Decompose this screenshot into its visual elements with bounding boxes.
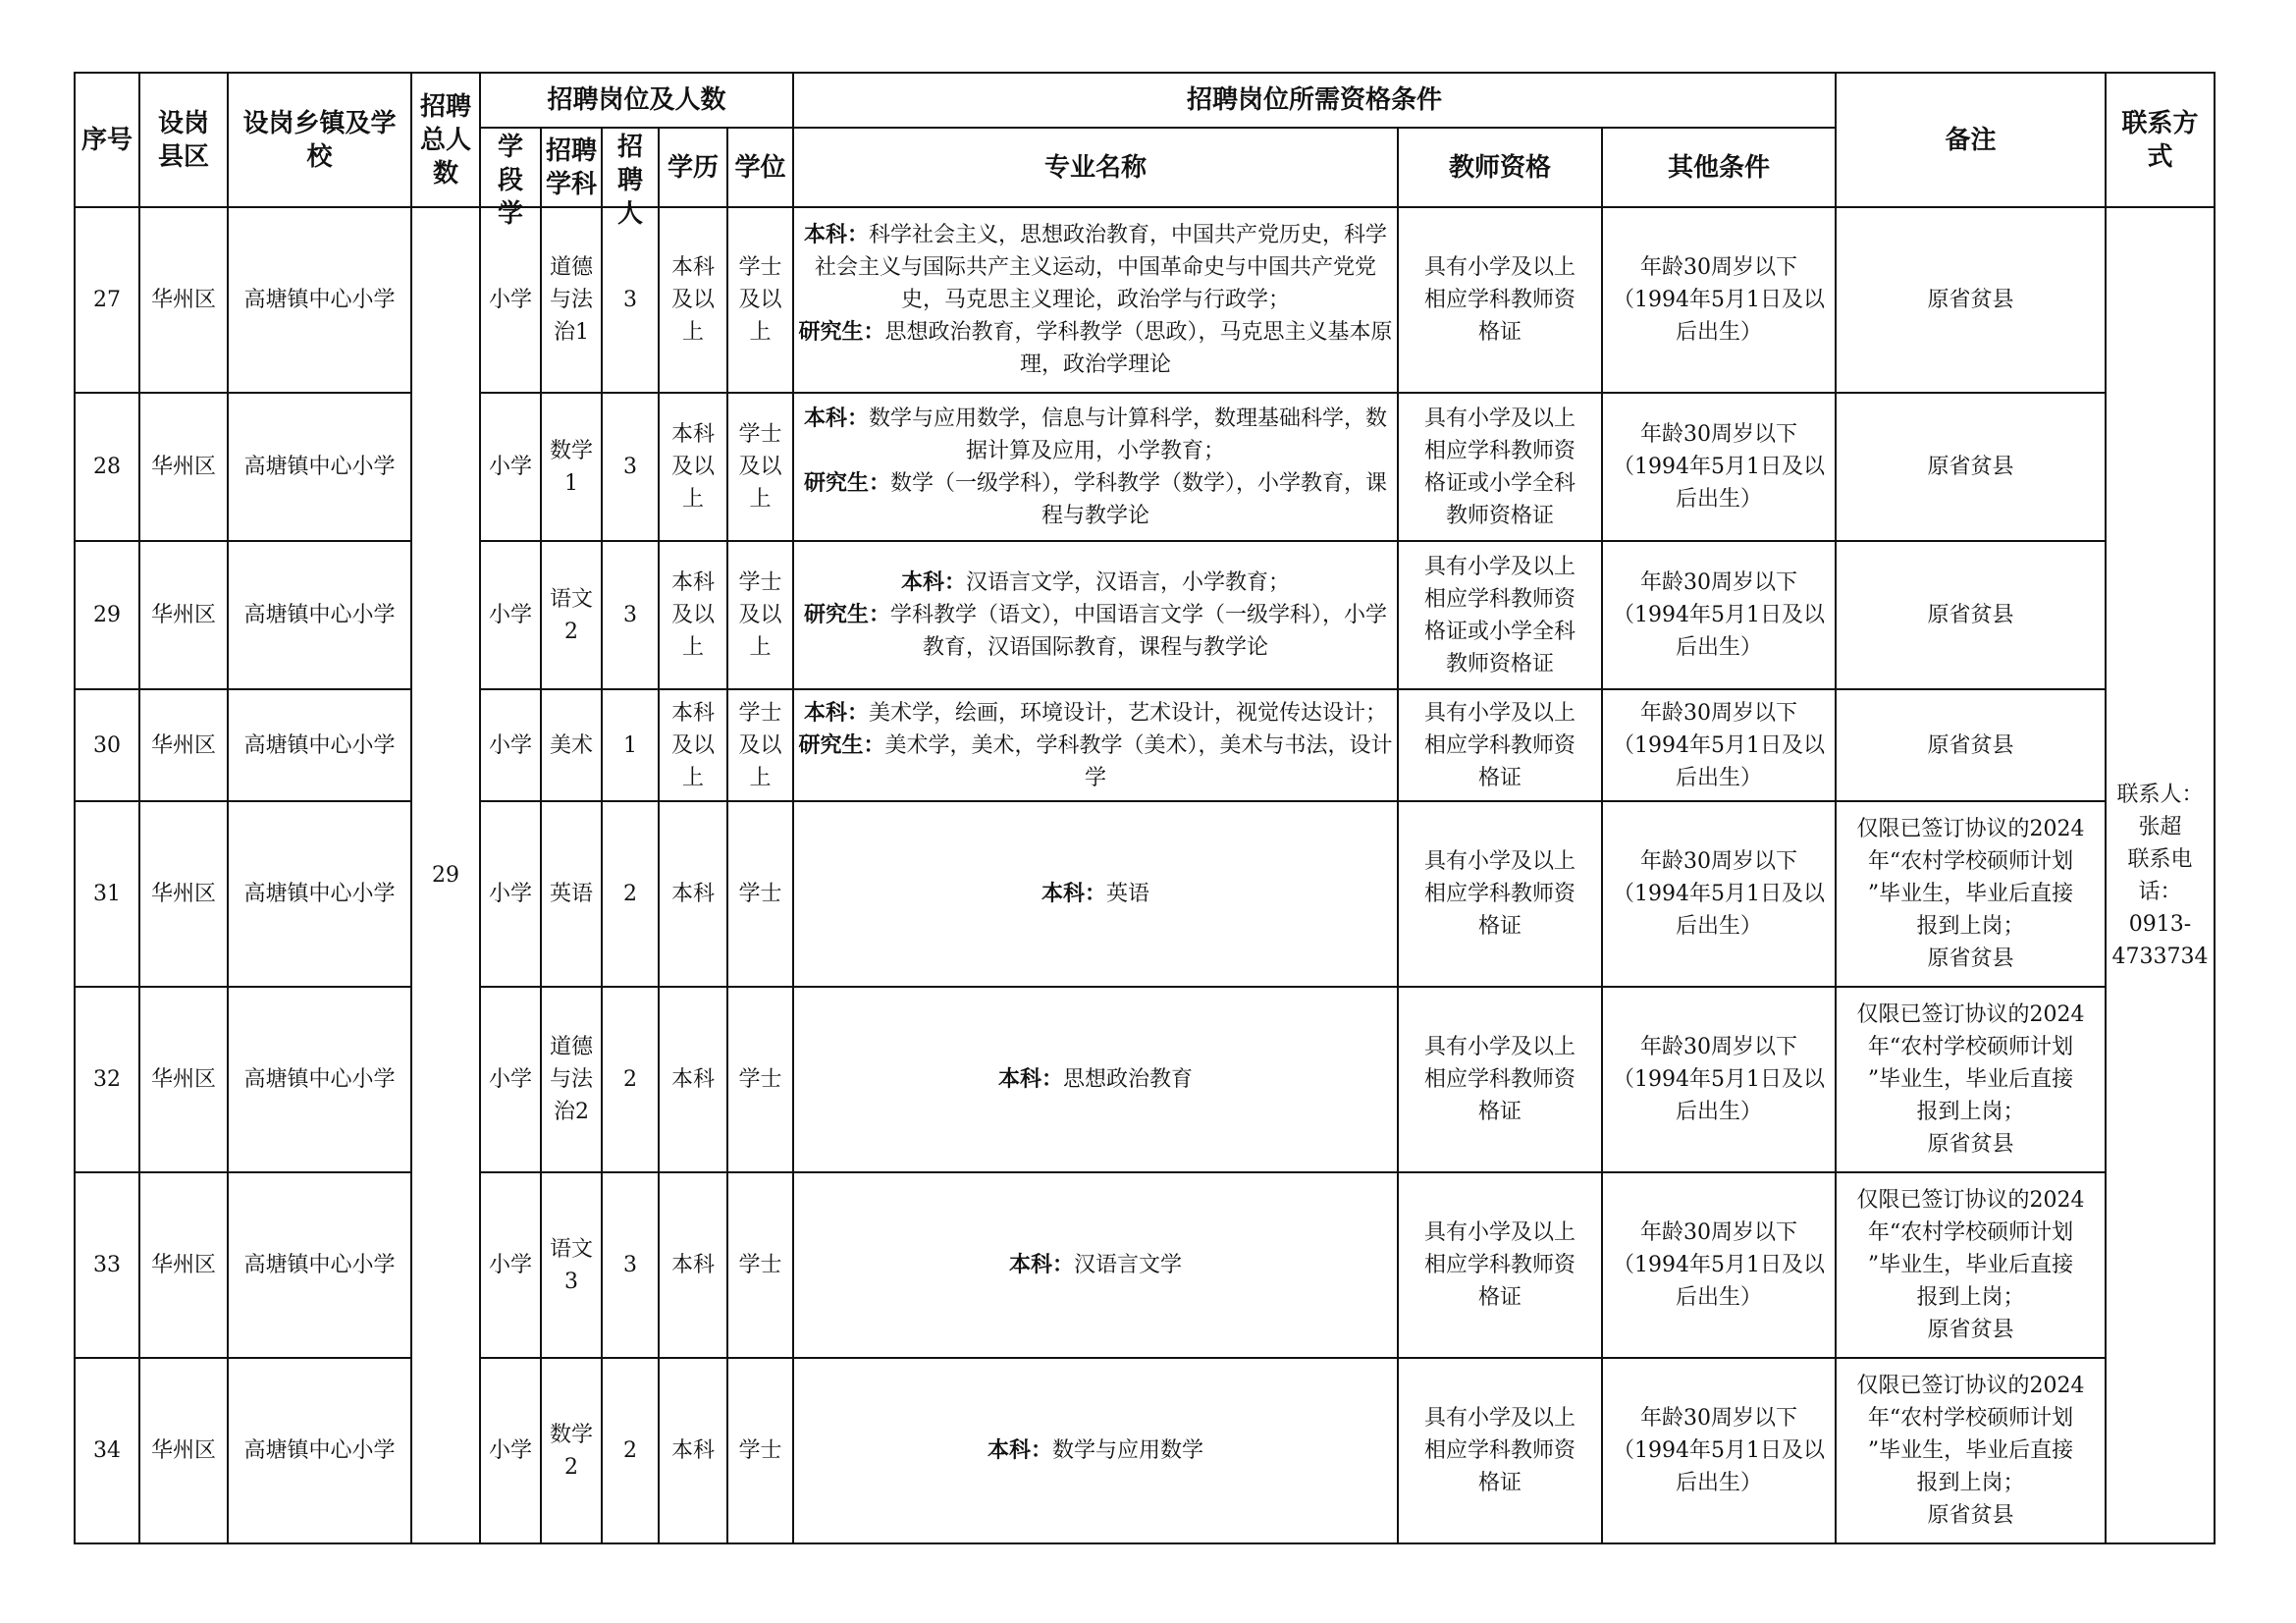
row-county: 华州区 [139,207,228,393]
row-other-conditions: 年龄30周岁以下 （1994年5月1日及以 后出生） [1602,1358,1836,1543]
row-remark: 原省贫县 [1836,541,2106,689]
major-ug-value: 美术学，绘画，环境设计，艺术设计，视觉传达设计； [869,700,1388,726]
major-ug-label: 本科： [997,1066,1063,1092]
major-pg-line [798,599,1393,664]
major-ug-line [798,878,1393,910]
header-remark: 备注 [1836,73,2106,207]
row-stage: 小学 [480,689,541,801]
table-row [75,541,2215,689]
row-num: 2 [602,801,659,987]
header-positions-group: 招聘岗位及人数 [480,73,793,128]
header-subject: 招聘 学科 [541,128,602,207]
row-education: 本科 [659,987,727,1172]
row-teacher-cert: 具有小学及以上 相应学科教师资 格证 [1398,207,1602,393]
row-major [793,541,1398,689]
row-stage: 小学 [480,801,541,987]
row-subject: 英语 [541,801,602,987]
row-other-conditions: 年龄30周岁以下 （1994年5月1日及以 后出生） [1602,541,1836,689]
row-degree: 学士 [727,987,793,1172]
major-pg-value: 学科教学（语文），中国语言文学（一级学科），小学教育，汉语国际教育，课程与教学论 [890,603,1388,660]
row-county: 华州区 [139,541,228,689]
row-degree: 学士 及以 上 [727,541,793,689]
row-subject: 数学2 [541,1358,602,1543]
header-total: 招聘 总人 数 [411,73,480,207]
row-seq: 30 [75,689,139,801]
row-remark: 原省贫县 [1836,207,2106,393]
row-other-conditions: 年龄30周岁以下 （1994年5月1日及以 后出生） [1602,801,1836,987]
row-subject: 语文2 [541,541,602,689]
row-major [793,207,1398,393]
row-remark: 仅限已签订协议的2024 年“农村学校硕师计划 ”毕业生，毕业后直接 报到上岗； 原省贫县 [1836,1172,2106,1358]
major-ug-label: 本科： [803,405,869,431]
row-county: 华州区 [139,1172,228,1358]
row-other-conditions: 年龄30周岁以下 （1994年5月1日及以 后出生） [1602,1172,1836,1358]
major-ug-line [798,567,1393,599]
header-stage-text: 学 段 学 [497,132,523,229]
row-education: 本科 [659,1172,727,1358]
row-major [793,1358,1398,1543]
major-pg-label: 研究生： [798,319,885,345]
row-school: 高塘镇中心小学 [228,207,411,393]
row-county: 华州区 [139,801,228,987]
row-school: 高塘镇中心小学 [228,1172,411,1358]
row-num: 2 [602,987,659,1172]
row-seq: 34 [75,1358,139,1543]
header-degree: 学位 [727,128,793,207]
major-pg-value: 数学（一级学科），学科教学（数学），小学教育，课程与教学论 [890,470,1388,528]
row-county: 华州区 [139,689,228,801]
row-num: 3 [602,207,659,393]
row-major [793,801,1398,987]
row-teacher-cert: 具有小学及以上 相应学科教师资 格证 [1398,801,1602,987]
row-education: 本科 及以 上 [659,207,727,393]
header-teacher-cert: 教师资格 [1398,128,1602,207]
row-stage: 小学 [480,987,541,1172]
header-num [602,128,659,229]
row-num: 2 [602,1358,659,1543]
row-degree: 学士 及以 上 [727,393,793,541]
major-pg-line [798,730,1393,794]
row-degree: 学士 及以 上 [727,207,793,393]
major-pg-value: 美术学，美术，学科教学（美术），美术与书法，设计学 [884,732,1393,790]
row-subject: 道德 与法 治1 [541,207,602,393]
row-county: 华州区 [139,987,228,1172]
major-text [798,1434,1393,1467]
major-ug-line [798,1063,1393,1096]
major-pg-line [798,316,1393,381]
major-ug-label: 本科： [1008,1252,1074,1277]
row-num: 3 [602,541,659,689]
header-major: 专业名称 [793,128,1398,207]
row-num: 3 [602,393,659,541]
row-seq: 28 [75,393,139,541]
header-education: 学历 [659,128,727,207]
row-num: 3 [602,1172,659,1358]
row-degree: 学士 [727,1358,793,1543]
table-row [75,987,2215,1172]
major-ug-line [798,403,1393,467]
row-seq: 31 [75,801,139,987]
row-education: 本科 [659,801,727,987]
row-remark: 原省贫县 [1836,393,2106,541]
row-major [793,689,1398,801]
row-stage: 小学 [480,207,541,393]
row-stage: 小学 [480,541,541,689]
table-row [75,1358,2215,1543]
row-teacher-cert: 具有小学及以上 相应学科教师资 格证 [1398,987,1602,1172]
row-other-conditions: 年龄30周岁以下 （1994年5月1日及以 后出生） [1602,207,1836,393]
row-remark: 仅限已签订协议的2024 年“农村学校硕师计划 ”毕业生，毕业后直接 报到上岗； 原省贫县 [1836,1358,2106,1543]
row-other-conditions: 年龄30周岁以下 （1994年5月1日及以 后出生） [1602,987,1836,1172]
row-school: 高塘镇中心小学 [228,1358,411,1543]
row-county: 华州区 [139,393,228,541]
major-pg-label: 研究生： [803,469,890,496]
row-stage: 小学 [480,1358,541,1543]
row-degree: 学士 及以 上 [727,689,793,801]
header-stage [480,128,541,229]
row-school: 高塘镇中心小学 [228,987,411,1172]
row-education: 本科 [659,1358,727,1543]
row-stage: 小学 [480,393,541,541]
table-row [75,801,2215,987]
major-ug-label: 本科： [803,699,869,726]
row-subject: 道德 与法 治2 [541,987,602,1172]
row-education: 本科 及以 上 [659,393,727,541]
row-county: 华州区 [139,1358,228,1543]
major-ug-value: 数学与应用数学 [1052,1438,1204,1463]
recruitment-table [74,72,2216,1544]
major-ug-line [798,1434,1393,1467]
header-row-1 [75,73,2215,128]
row-num: 1 [602,689,659,801]
row-teacher-cert: 具有小学及以上 相应学科教师资 格证 [1398,689,1602,801]
major-ug-value: 思想政治教育 [1063,1067,1194,1092]
major-text [798,1249,1393,1281]
header-qualifications-group: 招聘岗位所需资格条件 [793,73,1836,128]
table-row [75,207,2215,393]
contact-info: 联系人： 张超 联系电 话： 0913- 4733734 [2106,207,2215,1543]
major-ug-value: 汉语言文学，汉语言，小学教育； [966,570,1291,595]
row-school: 高塘镇中心小学 [228,801,411,987]
table-row [75,689,2215,801]
row-major [793,1172,1398,1358]
header-seq: 序号 [75,73,139,207]
row-remark: 仅限已签订协议的2024 年“农村学校硕师计划 ”毕业生，毕业后直接 报到上岗； 原省贫县 [1836,987,2106,1172]
row-stage: 小学 [480,1172,541,1358]
row-remark: 原省贫县 [1836,689,2106,801]
major-text [798,403,1393,532]
header-county: 设岗 县区 [139,73,228,207]
header-other: 其他条件 [1602,128,1836,207]
row-subject: 数学1 [541,393,602,541]
major-ug-value: 汉语言文学 [1074,1253,1183,1277]
row-other-conditions: 年龄30周岁以下 （1994年5月1日及以 后出生） [1602,689,1836,801]
major-text [798,697,1393,794]
row-school: 高塘镇中心小学 [228,689,411,801]
major-ug-label: 本科： [803,222,869,247]
major-ug-line [798,1249,1393,1281]
row-major [793,987,1398,1172]
table-row [75,393,2215,541]
major-ug-line [798,697,1393,730]
row-seq: 32 [75,987,139,1172]
row-subject: 美术 [541,689,602,801]
row-other-conditions: 年龄30周岁以下 （1994年5月1日及以 后出生） [1602,393,1836,541]
major-ug-value: 英语 [1106,882,1150,906]
major-text [798,567,1393,664]
row-teacher-cert: 具有小学及以上 相应学科教师资 格证或小学全科 教师资格证 [1398,541,1602,689]
major-ug-value: 数学与应用数学，信息与计算科学，数理基础科学，数据计算及应用，小学教育； [869,406,1388,463]
major-ug-line [798,219,1393,316]
row-degree: 学士 [727,1172,793,1358]
row-education: 本科 及以 上 [659,689,727,801]
row-education: 本科 及以 上 [659,541,727,689]
row-remark: 仅限已签订协议的2024 年“农村学校硕师计划 ”毕业生，毕业后直接 报到上岗； 原省贫县 [1836,801,2106,987]
major-ug-label: 本科： [987,1437,1052,1463]
row-seq: 29 [75,541,139,689]
major-ug-value: 科学社会主义，思想政治教育，中国共产党历史，科学社会主义与国际共产主义运动，中国革命史与中国共产党党史，马克思主义理论，政治学与行政学； [814,223,1388,312]
major-pg-label: 研究生： [798,731,885,758]
row-school: 高塘镇中心小学 [228,541,411,689]
row-major [793,393,1398,541]
row-teacher-cert: 具有小学及以上 相应学科教师资 格证 [1398,1172,1602,1358]
major-text [798,878,1393,910]
major-text [798,1063,1393,1096]
major-pg-line [798,467,1393,532]
major-pg-label: 研究生： [803,602,890,627]
row-school: 高塘镇中心小学 [228,393,411,541]
row-seq: 33 [75,1172,139,1358]
header-contact: 联系方 式 [2106,73,2215,207]
row-seq: 27 [75,207,139,393]
major-pg-value: 思想政治教育，学科教学（思政），马克思主义基本原理，政治学理论 [884,320,1393,377]
total-count: 29 [411,207,480,1543]
row-subject: 语文3 [541,1172,602,1358]
header-school: 设岗乡镇及学 校 [228,73,411,207]
major-ug-label: 本科： [1041,881,1106,906]
row-degree: 学士 [727,801,793,987]
major-text [798,219,1393,381]
row-teacher-cert: 具有小学及以上 相应学科教师资 格证 [1398,1358,1602,1543]
row-teacher-cert: 具有小学及以上 相应学科教师资 格证或小学全科 教师资格证 [1398,393,1602,541]
table-row [75,1172,2215,1358]
header-num-text: 招 聘 人 [616,132,643,229]
major-ug-label: 本科： [900,569,966,595]
